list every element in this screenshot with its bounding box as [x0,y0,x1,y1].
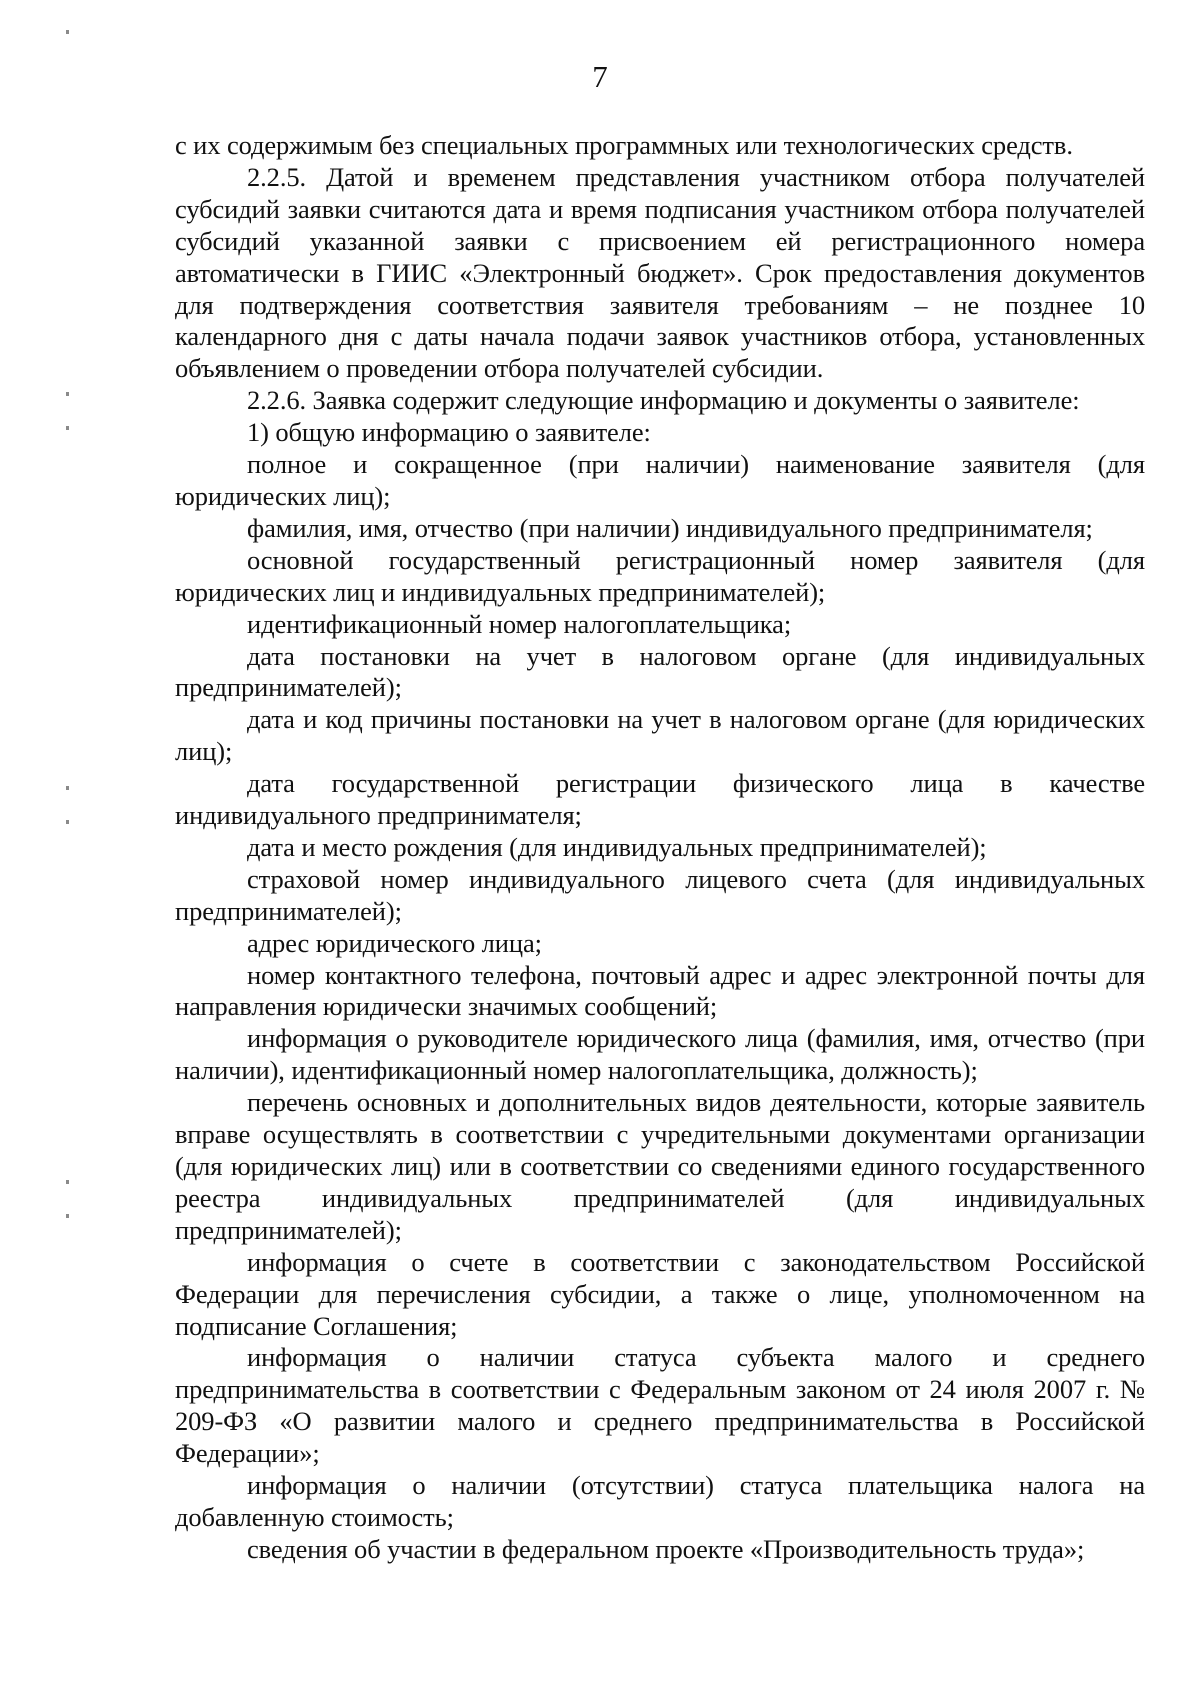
page-number: 7 [592,59,608,94]
scan-mark [66,426,69,430]
list-item: 1) общую информацию о заявителе: [247,417,651,448]
paragraph: 2.2.6. Заявка содержит следующие информацию и документы о заявителе: [247,385,1080,416]
list-item: сведения об участии в федеральном проекте «Производительность труда»; [247,1533,1085,1564]
list-item: дата государственной регистрации физического лица в качестве индивидуального предпринимателя; [175,768,1145,831]
document-body [175,130,1145,1566]
list-item: полное и сокращенное (при наличии) наименование заявителя (для юридических лиц); [175,449,1145,511]
scan-mark [66,392,69,396]
scan-mark [66,30,69,34]
list-item: дата и место рождения (для индивидуальных предпринимателей); [247,831,987,862]
list-item: идентификационный номер налогоплательщика; [247,608,792,639]
list-item: информация о наличии статуса субъекта малого и среднего предпринимательства в соответствии с Федеральным законом от 24 июля 2007 г. № 209-ФЗ «О развитии малого и среднего предпринимательства в Российской Федерации»; [175,1342,1145,1469]
list-item: перечень основных и дополнительных видов деятельности, которые заявитель вправе осуществлять в соответствии с учредительными документами организации (для юридических лиц) или в соответствии со сведениями единого государственного реестра индивидуальных предпринимателей (для индивидуальных предпринимателей); [175,1087,1145,1245]
list-item: адрес юридического лица; [247,927,542,958]
list-item: дата постановки на учет в налоговом органе (для индивидуальных предпринимателей); [175,640,1145,703]
list-item: номер контактного телефона, почтовый адрес и адрес электронной почты для направления юридически значимых сообщений; [175,959,1145,1022]
list-item: фамилия, имя, отчество (при наличии) индивидуального предпринимателя; [247,512,1093,543]
list-item: информация о наличии (отсутствии) статуса плательщика налога на добавленную стоимость; [175,1470,1145,1532]
list-item: страховой номер индивидуального лицевого счета (для индивидуальных предпринимателей); [175,863,1145,926]
paragraph: с их содержимым без специальных программных или технологических средств. [175,130,1073,160]
list-item: дата и код причины постановки на учет в налоговом органе (для юридических лиц); [175,704,1145,767]
list-item: информация о руководителе юридического лица (фамилия, имя, отчество (при наличии), идентификационный номер налогоплательщика, должность); [175,1023,1145,1086]
scan-mark [66,820,69,824]
list-item: основной государственный регистрационный номер заявителя (для юридических лиц и индивидуальных предпринимателей); [175,544,1145,607]
scan-mark [66,1214,69,1218]
scan-mark [66,786,69,790]
scan-mark [66,1180,69,1184]
paragraph: 2.2.5. Датой и временем представления участником отбора получателей субсидий заявки считаются дата и время подписания участником отбора получателей субсидий указанной заявки с присвоением ей регистрационного номера автоматически в ГИИС «Электронный бюджет». Срок предоставления документов для подтверждения соответствия заявителя требованиям – не позднее 10 календарного дня с даты начала подачи заявок участников отбора, установленных объявлением о проведении отбора получателей субсидии. [175,161,1145,384]
list-item: информация о счете в соответствии с законодательством Российской Федерации для перечисления субсидии, а также о лице, уполномоченном на подписание Соглашения; [175,1246,1145,1341]
